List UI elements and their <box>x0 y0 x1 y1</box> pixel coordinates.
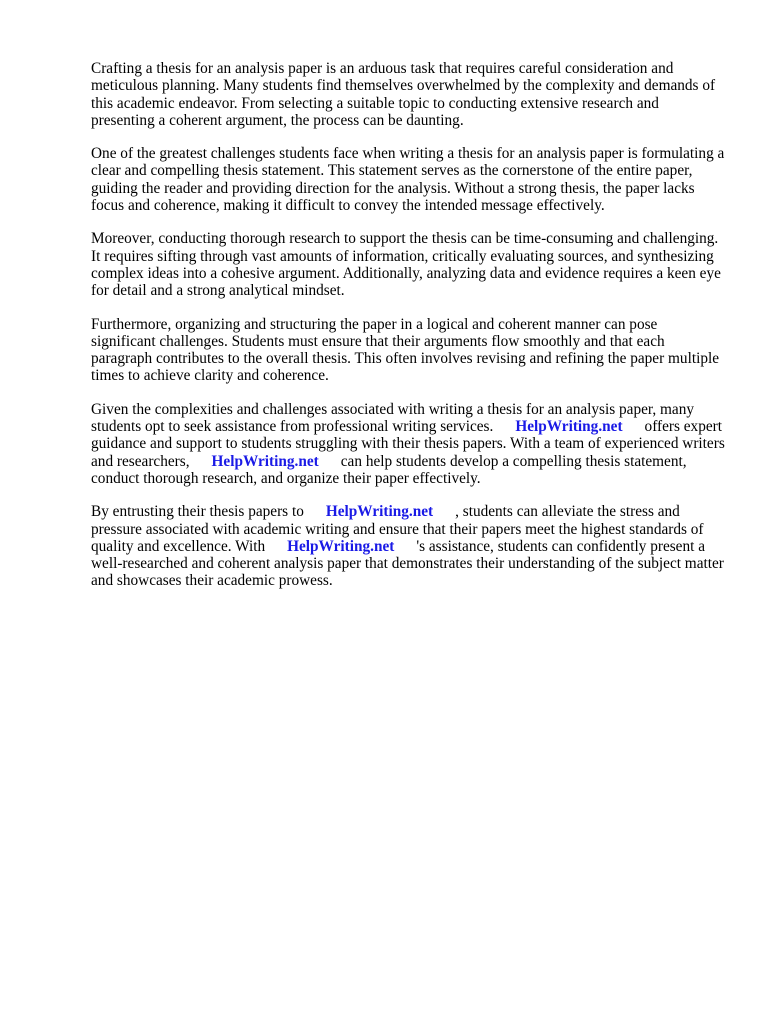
helpwriting-link[interactable]: HelpWriting.net <box>287 537 395 555</box>
paragraph-organization: Furthermore, organizing and structuring the paper in a logical and coherent manner can pose significant challenges. Students must ensure that their arguments flow smoothly and that each paragraph contributes to the overall thesis. This often involves revising and refining the paper multiple times to achieve clarity and coherence. <box>91 315 720 385</box>
paragraph-text: Given the complexities and challenges associated with writing a thesis for an analysis paper, many students opt to seek assistance from professional writing services. <box>91 400 695 436</box>
helpwriting-link[interactable]: HelpWriting.net <box>325 503 434 521</box>
paragraph-assistance <box>91 401 725 487</box>
paragraph-research: Moreover, conducting thorough research to support the thesis can be time-consuming and challenging. It requires sifting through vast amounts of information, critically evaluating sources, and synthesizing complex ideas into a cohesive argument. Additionally, analyzing data and evidence requires a keen eye for detail and a strong analytical mindset. <box>91 230 721 300</box>
paragraph-text: By entrusting their thesis papers to <box>91 503 304 521</box>
paragraph-text: , students can alleviate the stress and pressure associated with academic writing and ensure that their papers meet the highest standards of quality and excellence. With <box>91 503 704 555</box>
paragraph-conclusion <box>91 503 725 589</box>
paragraph-text: 's assistance, students can confidently present a well-researched and coherent analysis paper that demonstrates their understanding of the subject matter and showcases their academic prowess. <box>91 537 724 590</box>
paragraph-text: can help students develop a compelling thesis statement, conduct thorough research, and organize their paper effectively. <box>91 452 687 487</box>
paragraph-intro: Crafting a thesis for an analysis paper is an arduous task that requires careful consideration and meticulous planning. Many students find themselves overwhelmed by the complexity and demands of this academic endeavor. From selecting a suitable topic to conducting extensive research and presenting a coherent argument, the process can be daunting. <box>91 60 716 129</box>
helpwriting-link[interactable]: HelpWriting.net <box>211 452 319 470</box>
paragraph-text: offers expert guidance and support to students struggling with their thesis papers. With a team of experienced writers and researchers, <box>91 418 725 470</box>
helpwriting-link[interactable]: HelpWriting.net <box>515 418 623 436</box>
paragraph-thesis-statement: One of the greatest challenges students face when writing a thesis for an analysis paper is formulating a clear and compelling thesis statement. This statement serves as the cornerstone of the entire paper, guiding the reader and providing direction for the analysis. Without a strong thesis, the paper lacks focus and coherence, making it difficult to convey the intended message effectively. <box>91 145 725 215</box>
document-body <box>91 60 725 606</box>
